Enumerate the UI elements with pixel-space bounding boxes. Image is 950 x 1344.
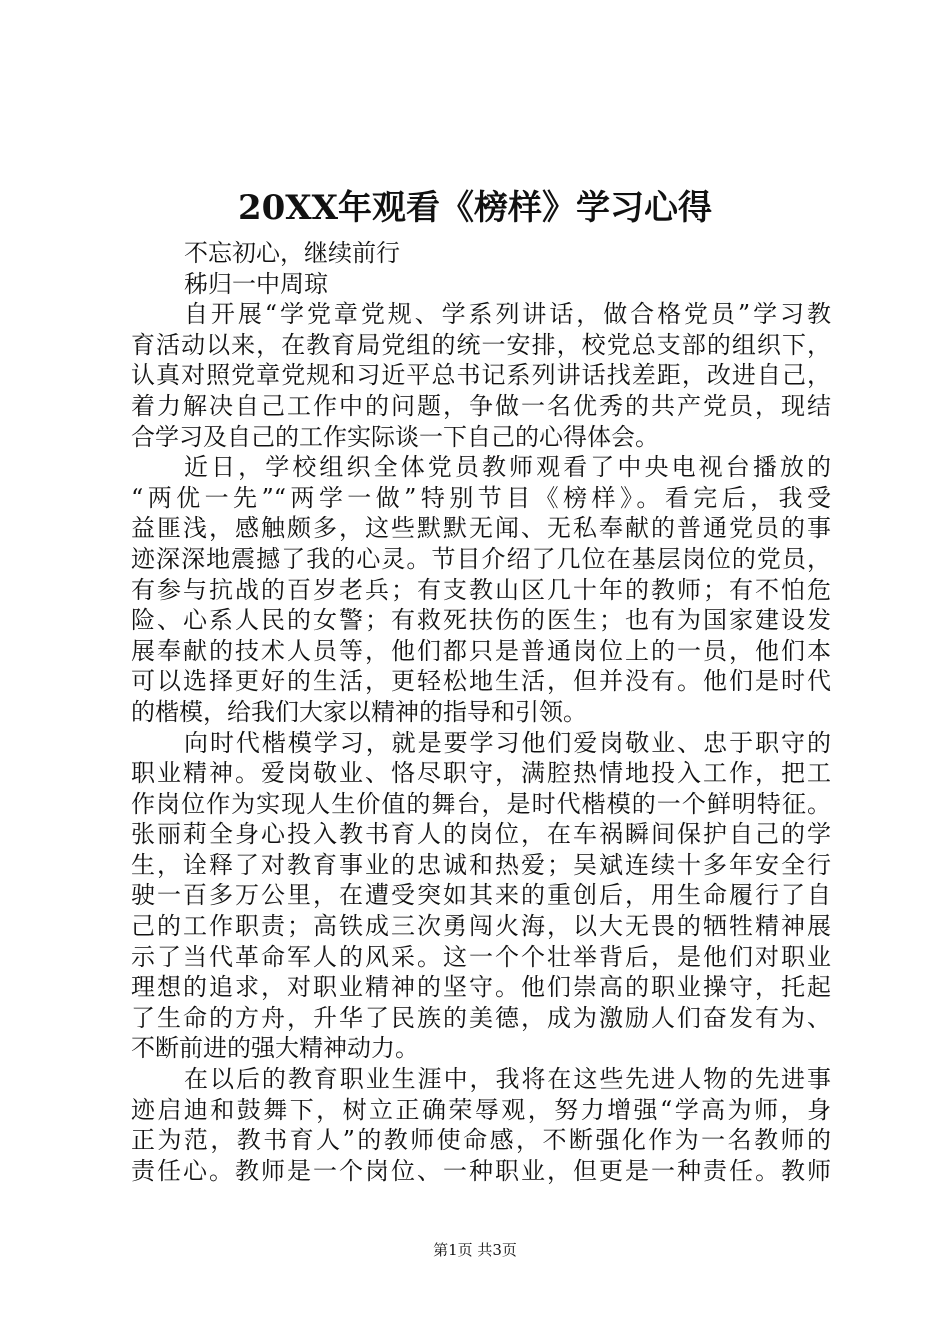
paragraph-4-line-4: 责任心。教师是一个岗位、一种职业，但更是一种责任。教师 xyxy=(131,1156,831,1185)
paragraph-3-line-8: 示了当代革命军人的风采。这一个个壮举背后，是他们对职业 xyxy=(131,942,831,971)
paragraph-1-line-2: 育活动以来，在教育局党组的统一安排，校党总支部的组织下， xyxy=(131,330,831,359)
paragraph-3-line-2: 职业精神。爱岗敬业、恪尽职守，满腔热情地投入工作，把工 xyxy=(131,759,831,788)
paragraph-3-line-1: 向时代楷模学习，就是要学习他们爱岗敬业、忠于职守的 xyxy=(184,728,831,757)
paragraph-3-line-4: 张丽莉全身心投入教书育人的岗位，在车祸瞬间保护自己的学 xyxy=(131,820,831,849)
paragraph-2-line-1: 近日，学校组织全体党员教师观看了中央电视台播放的 xyxy=(184,453,831,482)
paragraph-2-line-5: 有参与抗战的百岁老兵；有支教山区几十年的教师；有不怕危 xyxy=(131,575,831,604)
paragraph-4-line-1: 在以后的教育职业生涯中，我将在这些先进人物的先进事 xyxy=(184,1065,831,1094)
paragraph-4-line-3: 正为范，教书育人”的教师使命感，不断强化作为一名教师的 xyxy=(131,1126,831,1155)
paragraph-3-line-7: 己的工作职责；高铁成三次勇闯火海，以大无畏的牺牲精神展 xyxy=(131,912,831,941)
paragraph-2-line-8: 可以选择更好的生活，更轻松地生活，但并没有。他们是时代 xyxy=(131,667,831,696)
paragraph-1-line-3: 认真对照党章党规和习近平总书记系列讲话找差距，改进自己， xyxy=(131,361,831,390)
paragraph-3-line-3: 作岗位作为实现人生价值的舞台，是时代楷模的一个鲜明特征。 xyxy=(131,789,831,818)
paragraph-2-line-3: 益匪浅，感触颇多，这些默默无闻、无私奉献的普通党员的事 xyxy=(131,514,831,543)
paragraph-2-line-4: 迹深深地震撼了我的心灵。节目介绍了几位在基层岗位的党员， xyxy=(131,544,831,573)
paragraph-1-line-4: 着力解决自己工作中的问题，争做一名优秀的共产党员，现结 xyxy=(131,391,831,420)
paragraph-3-line-6: 驶一百多万公里，在遭受突如其来的重创后，用生命履行了自 xyxy=(131,881,831,910)
paragraph-4-line-2: 迹启迪和鼓舞下，树立正确荣辱观，努力增强“学高为师，身 xyxy=(131,1095,831,1124)
paragraph-2-line-7: 展奉献的技术人员等，他们都只是普通岗位上的一员，他们本 xyxy=(131,636,831,665)
paragraph-3-line-11: 不断前进的强大精神动力。 xyxy=(131,1034,419,1063)
paragraph-2-line-6: 险、心系人民的女警；有救死扶伤的医生；也有为国家建设发 xyxy=(131,606,831,635)
document-body xyxy=(131,238,831,1186)
document-title: 20XX年观看《榜样》学习心得 xyxy=(237,188,713,228)
paragraph-1-line-1: 自开展“学党章党规、学系列讲话，做合格党员”学习教 xyxy=(184,300,831,329)
paragraph-3-line-5: 生，诠释了对教育事业的忠诚和热爱；吴斌连续十多年安全行 xyxy=(131,850,831,879)
page-footer: 第1页 共3页 xyxy=(433,1241,517,1259)
author-line: 秭归一中周琼 xyxy=(184,269,328,298)
paragraph-2-line-9: 的楷模，给我们大家以精神的指导和引领。 xyxy=(131,697,587,726)
paragraph-3-line-10: 了生命的方舟，升华了民族的美德，成为激励人们奋发有为、 xyxy=(131,1003,831,1032)
paragraph-2-line-2: “两优一先”“两学一做”特别节目《榜样》。看完后，我受 xyxy=(131,483,831,512)
subtitle-line: 不忘初心，继续前行 xyxy=(184,239,400,267)
paragraph-1-line-5: 合学习及自己的工作实际谈一下自己的心得体会。 xyxy=(131,422,659,451)
paragraph-3-line-9: 理想的追求，对职业精神的坚守。他们崇高的职业操守，托起 xyxy=(131,973,831,1002)
